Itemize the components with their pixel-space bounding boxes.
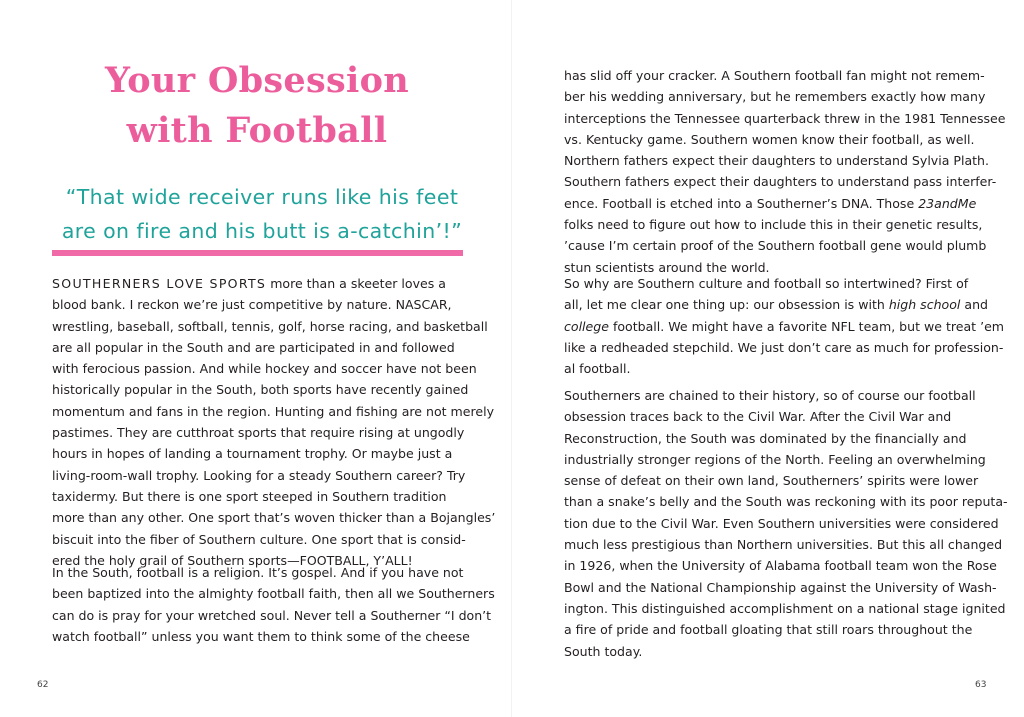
paragraph-line: much less prestigious than Northern universities. But this all changed <box>564 537 1003 553</box>
body-paragraph <box>564 385 1008 662</box>
paragraph-line: watch football” unless you want them to think some of the cheese <box>52 628 470 644</box>
divider-rule <box>52 250 463 256</box>
paragraph-line: taxidermy. But there is one sport steeped in Southern tradition <box>52 488 447 504</box>
body-paragraph <box>52 562 495 647</box>
paragraph-line: vs. Kentucky game. Southern women know their football, as well. <box>564 131 975 147</box>
body-paragraph <box>52 273 495 571</box>
paragraph-line: wrestling, baseball, softball, tennis, golf, horse racing, and basketball <box>52 318 488 334</box>
paragraph-line: been baptized into the almighty football faith, then all we Southerners <box>52 586 495 602</box>
paragraph-line: are all popular in the South and are participated in and followed <box>52 339 455 355</box>
paragraph-line <box>564 294 1004 315</box>
pull-quote <box>52 180 472 248</box>
page-number: 62 <box>37 680 49 690</box>
paragraph-line: with ferocious passion. And while hockey and soccer have not been <box>52 361 477 377</box>
italic-title: 23andMe <box>918 195 977 211</box>
paragraph-line: folks need to figure out how to include this in their genetic results, <box>564 217 983 233</box>
paragraph-line: ered the holy grail of Southern sports—FOOTBALL, Y’ALL! <box>52 552 413 568</box>
paragraph-line <box>564 193 1005 214</box>
paragraph-line: stun scientists around the world. <box>564 259 770 275</box>
paragraph-line: living-room-wall trophy. Looking for a steady Southern career? Try <box>52 467 466 483</box>
paragraph-line: historically popular in the South, both sports have recently gained <box>52 382 469 398</box>
pull-quote-line: “That wide receiver runs like his feet <box>65 185 459 209</box>
line-text: ence. Football is etched into a Southerner’s DNA. Those <box>564 195 919 211</box>
paragraph-line: sense of defeat on their own land, Southerners’ spirits were lower <box>564 473 979 489</box>
paragraph-line <box>52 273 495 294</box>
paragraph-line: Southern fathers expect their daughters to understand pass interfer- <box>564 174 997 190</box>
paragraph-line: pastimes. They are cutthroat sports that require rising at ungodly <box>52 425 465 441</box>
pull-quote-line: are on fire and his butt is a-catchin’!” <box>61 219 463 243</box>
line-text: more than a skeeter loves a <box>266 276 446 291</box>
italic-emphasis: high school <box>888 297 961 313</box>
paragraph-line: like a redheaded stepchild. We just don’t care as much for profession- <box>564 339 1004 355</box>
line-text: all, let me clear one thing up: our obsession is with <box>564 297 889 313</box>
paragraph-line: ber his wedding anniversary, but he remembers exactly how many <box>564 89 986 105</box>
line-text: and <box>960 297 988 313</box>
paragraph-line: obsession traces back to the Civil War. After the Civil War and <box>564 409 952 425</box>
paragraph-line: ington. This distinguished accomplishment on a national stage ignited <box>564 600 1006 616</box>
paragraph-line: a fire of pride and football gloating that still roars throughout the <box>564 622 973 638</box>
paragraph-line: than a snake’s belly and the South was reckoning with its poor reputa- <box>564 494 1008 510</box>
paragraph-line <box>564 316 1004 337</box>
body-paragraph <box>564 273 1004 379</box>
page-number: 63 <box>975 680 987 690</box>
paragraph-line: ’cause I’m certain proof of the Southern football gene would plumb <box>564 238 987 254</box>
paragraph-line: in 1926, when the University of Alabama football team won the Rose <box>564 558 997 574</box>
paragraph-line: South today. <box>564 643 643 659</box>
lead-in-text: SOUTHERNERS LOVE SPORTS <box>52 276 267 291</box>
paragraph-line: tion due to the Civil War. Even Southern universities were considered <box>564 515 999 531</box>
paragraph-line: more than any other. One sport that’s woven thicker than a Bojangles’ <box>52 510 496 526</box>
paragraph-line: Northern fathers expect their daughters to understand Sylvia Plath. <box>564 153 989 169</box>
paragraph-line: can do is pray for your wretched soul. Never tell a Southerner “I don’t <box>52 607 492 623</box>
paragraph-line: Southerners are chained to their history, so of course our football <box>564 388 976 403</box>
paragraph-line: Reconstruction, the South was dominated by the financially and <box>564 430 967 446</box>
right-page <box>512 0 1024 717</box>
paragraph-line: biscuit into the fiber of Southern culture. One sport that is consid- <box>52 531 466 547</box>
italic-emphasis: college <box>564 318 609 334</box>
paragraph-line: momentum and fans in the region. Hunting and fishing are not merely <box>52 403 495 419</box>
body-paragraph <box>564 65 1005 278</box>
chapter-title <box>52 56 462 156</box>
paragraph-line: hours in hopes of landing a tournament trophy. Or maybe just a <box>52 446 453 462</box>
line-text: football. We might have a favorite NFL team, but we treat ’em <box>608 318 1005 334</box>
paragraph-line: Bowl and the National Championship against the University of Wash- <box>564 579 997 595</box>
paragraph-line: al football. <box>564 361 631 377</box>
paragraph-line: has slid off your cracker. A Southern football fan might not remem- <box>564 68 985 83</box>
paragraph-line: industrially stronger regions of the North. Feeling an overwhelming <box>564 451 986 467</box>
paragraph-line: blood bank. I reckon we’re just competitive by nature. NASCAR, <box>52 297 452 313</box>
paragraph-line: interceptions the Tennessee quarterback threw in the 1981 Tennessee <box>564 110 1006 126</box>
paragraph-line: So why are Southern culture and football so intertwined? First of <box>564 276 969 291</box>
paragraph-line: In the South, football is a religion. It’s gospel. And if you have not <box>52 565 464 580</box>
chapter-title-line: Your Obsession <box>105 60 409 101</box>
chapter-title-line: with Football <box>126 110 388 151</box>
